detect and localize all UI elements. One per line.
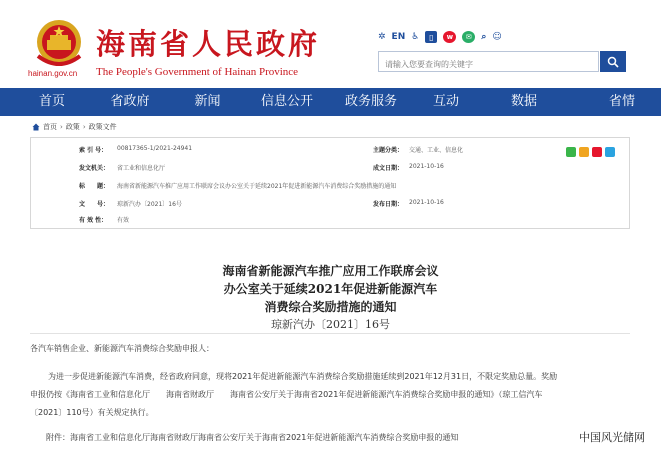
index-label: 索 引 号： <box>79 147 108 154</box>
docno-label: 文 号： <box>79 201 110 208</box>
title-label: 标 题： <box>79 183 110 190</box>
accessibility-mode-icon[interactable]: ♿ <box>411 32 420 42</box>
nav-item-interaction[interactable]: 互动 <box>432 94 459 109</box>
nav-item-news[interactable]: 新闻 <box>194 94 221 109</box>
index-value: 00817365-1/2021-24941 <box>117 145 193 152</box>
issuer-label: 发文机关： <box>79 165 110 172</box>
breadcrumb-separator: › <box>82 123 86 131</box>
body-line-2: 申报仍按《海南省工业和信息化厅 海南省财政厅 海南省公安厅关于海南省2021年促进新能源汽车消费综合奖励申报的通知》（琼工信汽车 <box>30 390 543 399</box>
body-line-3: 〔2021〕110号）有关规定执行。 <box>30 408 154 417</box>
document-title-line-2: 办公室关于延续2021年促进新能源汽车 <box>223 282 438 296</box>
info-row-index <box>31 145 631 163</box>
document-title-line-3: 消费综合奖励措施的通知 <box>264 300 397 314</box>
share-qq-icon[interactable] <box>605 147 615 157</box>
issuer-value: 省工业和信息化厅 <box>117 165 166 172</box>
mobile-icon[interactable]: ▯ <box>425 31 437 43</box>
body-line-1: 为进一步促进新能源汽车消费，经省政府同意，现将2021年促进新能源汽车消费综合奖励措施延续到2021年12月31日，不限定奖励总量。奖励 <box>48 372 558 381</box>
topic-value: 交通、工业、信息化 <box>409 147 464 154</box>
national-emblem-icon[interactable] <box>30 18 88 70</box>
breadcrumb <box>32 122 117 132</box>
docno-value: 琼新汽办〔2021〕16号 <box>117 201 182 208</box>
nav-item-info-disclosure[interactable]: 信息公开 <box>260 94 313 109</box>
attachment-link[interactable]: 附件：海南省工业和信息化厅海南省财政厅海南省公安厅关于海南省2021年促进新能源汽车消费综合奖励申报的通知 <box>46 433 459 442</box>
nav-item-government[interactable]: 省政府 <box>110 94 150 109</box>
validity-label: 有 效 性： <box>79 217 108 224</box>
site-subtitle: The People's Government of Hainan Province <box>96 66 299 78</box>
breadcrumb-policy-documents[interactable]: 政策文件 <box>88 123 117 131</box>
search-icon <box>607 56 619 68</box>
document-number: 琼新汽办〔2021〕16号 <box>271 318 390 331</box>
search-button[interactable] <box>600 51 626 72</box>
nav-item-data[interactable]: 数据 <box>510 94 537 109</box>
info-row-issuer <box>31 163 631 181</box>
weixin-icon[interactable]: ✉ <box>462 31 475 43</box>
date-label: 成文日期： <box>373 165 404 172</box>
share-bar <box>566 147 615 157</box>
validity-value: 有效 <box>117 217 130 224</box>
main-nav <box>0 88 661 116</box>
content-divider <box>30 333 630 334</box>
nav-item-province-info[interactable]: 省情 <box>608 94 635 109</box>
user-icon[interactable]: ☺ <box>492 32 502 42</box>
search-box <box>378 51 599 72</box>
title-value: 海南省新能源汽车推广应用工作联席会议办公室关于延续2021年促进新能源汽车消费综合奖励措施的通知 <box>117 183 397 190</box>
document-info-table <box>30 137 630 229</box>
site-title[interactable]: 海南省人民政府 <box>96 27 321 61</box>
nav-item-services[interactable]: 政务服务 <box>344 94 397 109</box>
site-url[interactable]: hainan.gov.cn <box>28 69 78 78</box>
breadcrumb-policy[interactable]: 政策 <box>65 123 80 131</box>
site-header <box>0 0 661 88</box>
search-small-icon[interactable]: ⌕ <box>481 32 487 42</box>
top-icon-bar <box>378 30 502 44</box>
topic-label: 主题分类： <box>373 147 404 154</box>
share-weixin-icon[interactable] <box>566 147 576 157</box>
search-input[interactable] <box>379 55 598 74</box>
en-link[interactable]: EN <box>391 32 406 42</box>
breadcrumb-home[interactable]: 首页 <box>43 123 57 131</box>
breadcrumb-separator: › <box>60 123 63 131</box>
date-value: 2021-10-16 <box>409 163 444 170</box>
share-weibo-icon[interactable] <box>592 147 602 157</box>
weibo-icon[interactable]: w <box>443 31 456 43</box>
info-row-title <box>31 181 631 199</box>
home-icon <box>32 123 40 131</box>
nav-item-home[interactable]: 首页 <box>38 94 65 109</box>
accessibility-icon[interactable]: ✲ <box>378 32 386 42</box>
pubdate-value: 2021-10-16 <box>409 199 444 206</box>
info-row-validity <box>31 215 631 233</box>
watermark: 中国风光储网 <box>579 431 645 444</box>
pubdate-label: 发布日期： <box>373 201 404 208</box>
share-qzone-icon[interactable] <box>579 147 589 157</box>
document-title-line-1: 海南省新能源汽车推广应用工作联席会议 <box>222 264 439 278</box>
salutation: 各汽车销售企业、新能源汽车消费综合奖励申报人： <box>30 344 214 353</box>
